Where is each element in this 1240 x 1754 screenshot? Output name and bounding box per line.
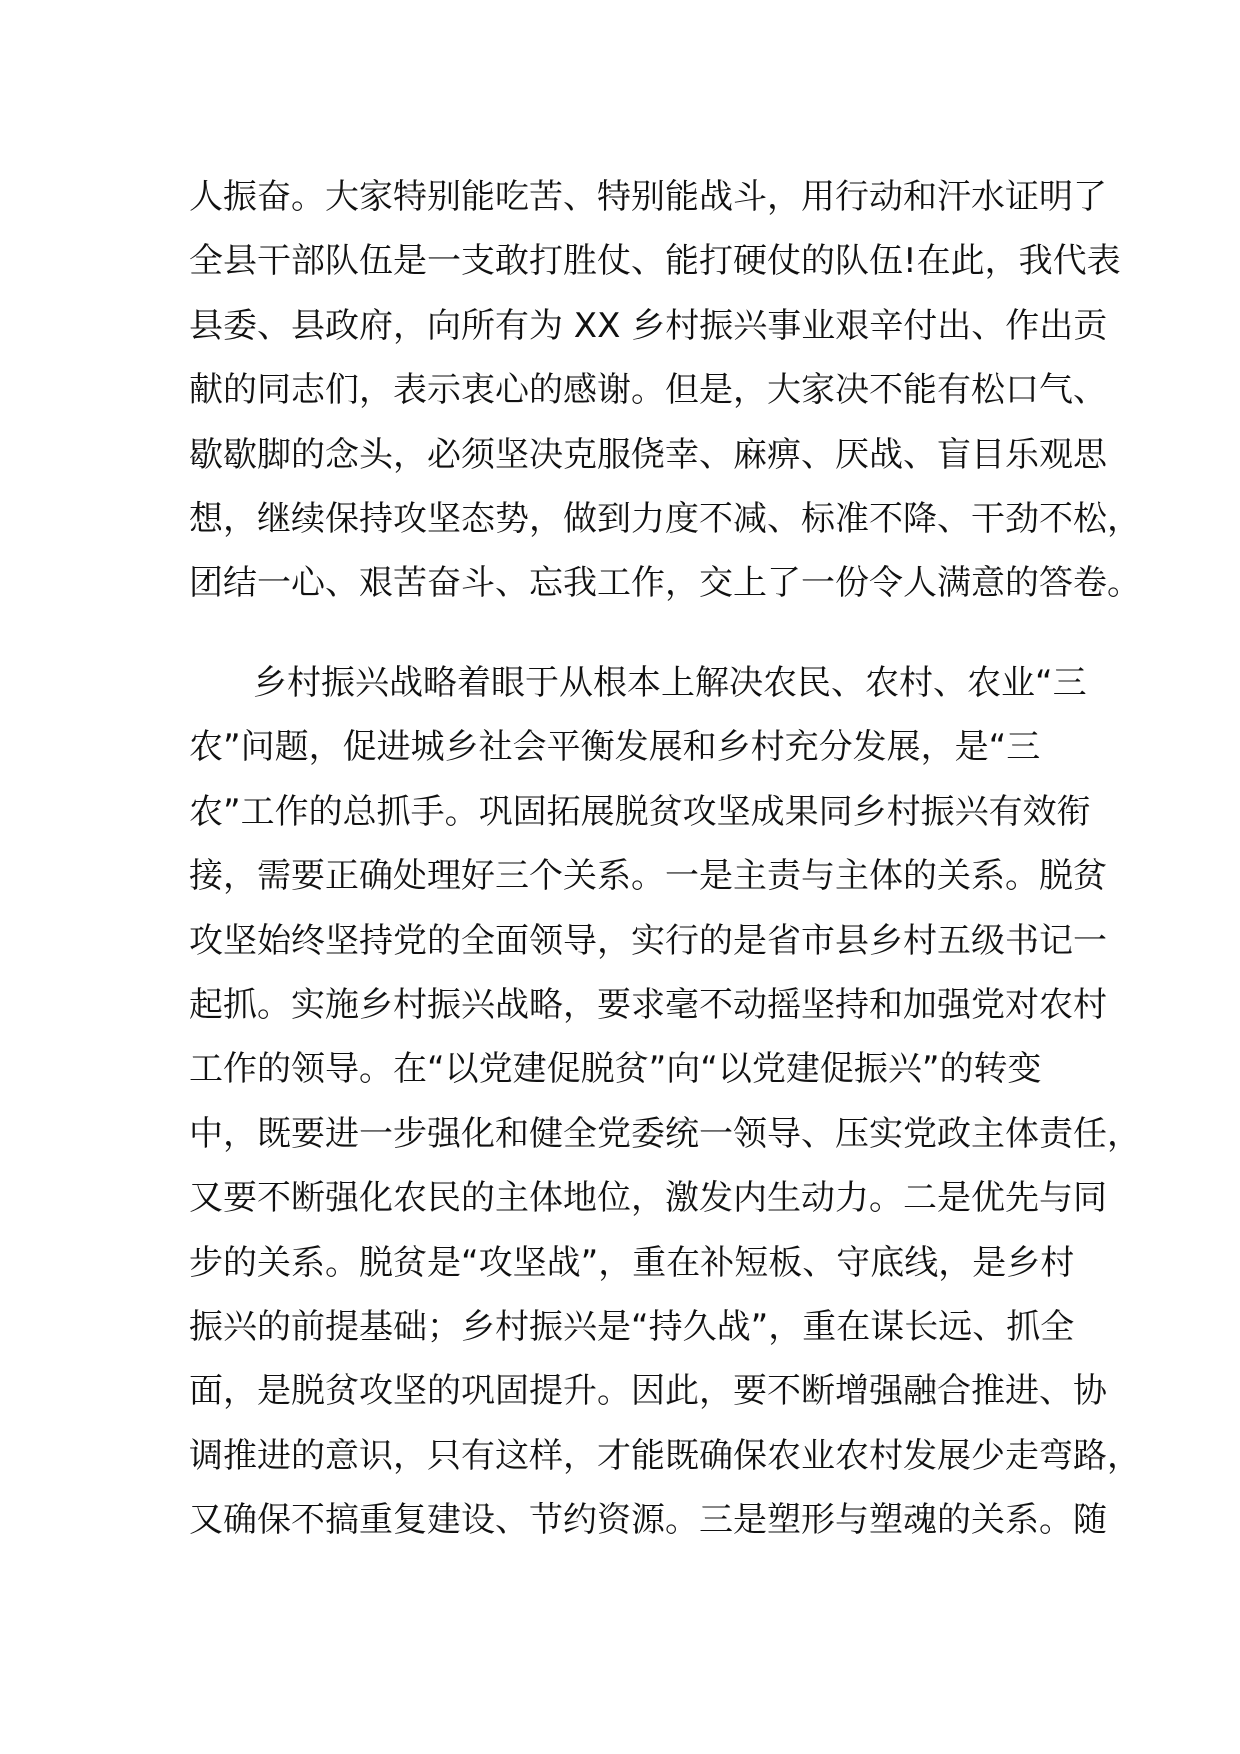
text-line: 农”工作的总抓手。巩固拓展脱贫攻坚成果同乡村振兴有效衔	[189, 791, 1091, 832]
text-line: 中，既要进一步强化和健全党委统一领导、压实党政主体责任，	[189, 1113, 1141, 1154]
paragraph-2	[189, 651, 1141, 1552]
text-line: 又要不断强化农民的主体地位，激发内生动力。二是优先与同	[189, 1178, 1107, 1219]
text-line: 全县干部队伍是一支敢打胜仗、能打硬仗的队伍!在此，我代表	[189, 241, 1121, 282]
text-line: 献的同志们，表示衷心的感谢。但是，大家决不能有松口气、	[189, 370, 1107, 411]
text-line: 又确保不搞重复建设、节约资源。三是塑形与塑魂的关系。随	[189, 1500, 1107, 1541]
text-line: 起抓。实施乡村振兴战略，要求毫不动摇坚持和加强党对农村	[189, 984, 1107, 1025]
text-line: 农”问题，促进城乡社会平衡发展和乡村充分发展，是“三	[189, 727, 1041, 768]
text-line: 工作的领导。在“以党建促脱贫”向“以党建促振兴”的转变	[189, 1049, 1042, 1090]
text-line: 振兴的前提基础；乡村振兴是“持久战”，重在谋长远、抓全	[189, 1306, 1075, 1347]
text-line: 歇歇脚的念头，必须坚决克服侥幸、麻痹、厌战、盲目乐观思	[189, 434, 1107, 475]
text-line: 攻坚始终坚持党的全面领导，实行的是省市县乡村五级书记一	[189, 920, 1107, 961]
text-line: 县委、县政府，向所有为 XX 乡村振兴事业艰辛付出、作出贡	[189, 305, 1108, 346]
text-line: 调推进的意识，只有这样，才能既确保农业农村发展少走弯路，	[189, 1435, 1141, 1476]
text-line: 想，继续保持攻坚态势，做到力度不减、标准不降、干劲不松，	[189, 498, 1141, 539]
text-line-first: 乡村振兴战略着眼于从根本上解决农民、农村、农业“三	[253, 663, 1087, 703]
text-line: 步的关系。脱贫是“攻坚战”，重在补短板、守底线，是乡村	[189, 1242, 1075, 1283]
text-line: 接，需要正确处理好三个关系。一是主责与主体的关系。脱贫	[189, 856, 1107, 897]
text-line: 人振奋。大家特别能吃苦、特别能战斗，用行动和汗水证明了	[189, 177, 1107, 217]
text-line: 面，是脱贫攻坚的巩固提升。因此，要不断增强融合推进、协	[189, 1371, 1107, 1412]
paragraph-1	[189, 165, 1141, 616]
text-line: 团结一心、艰苦奋斗、忘我工作，交上了一份令人满意的答卷。	[189, 563, 1141, 604]
